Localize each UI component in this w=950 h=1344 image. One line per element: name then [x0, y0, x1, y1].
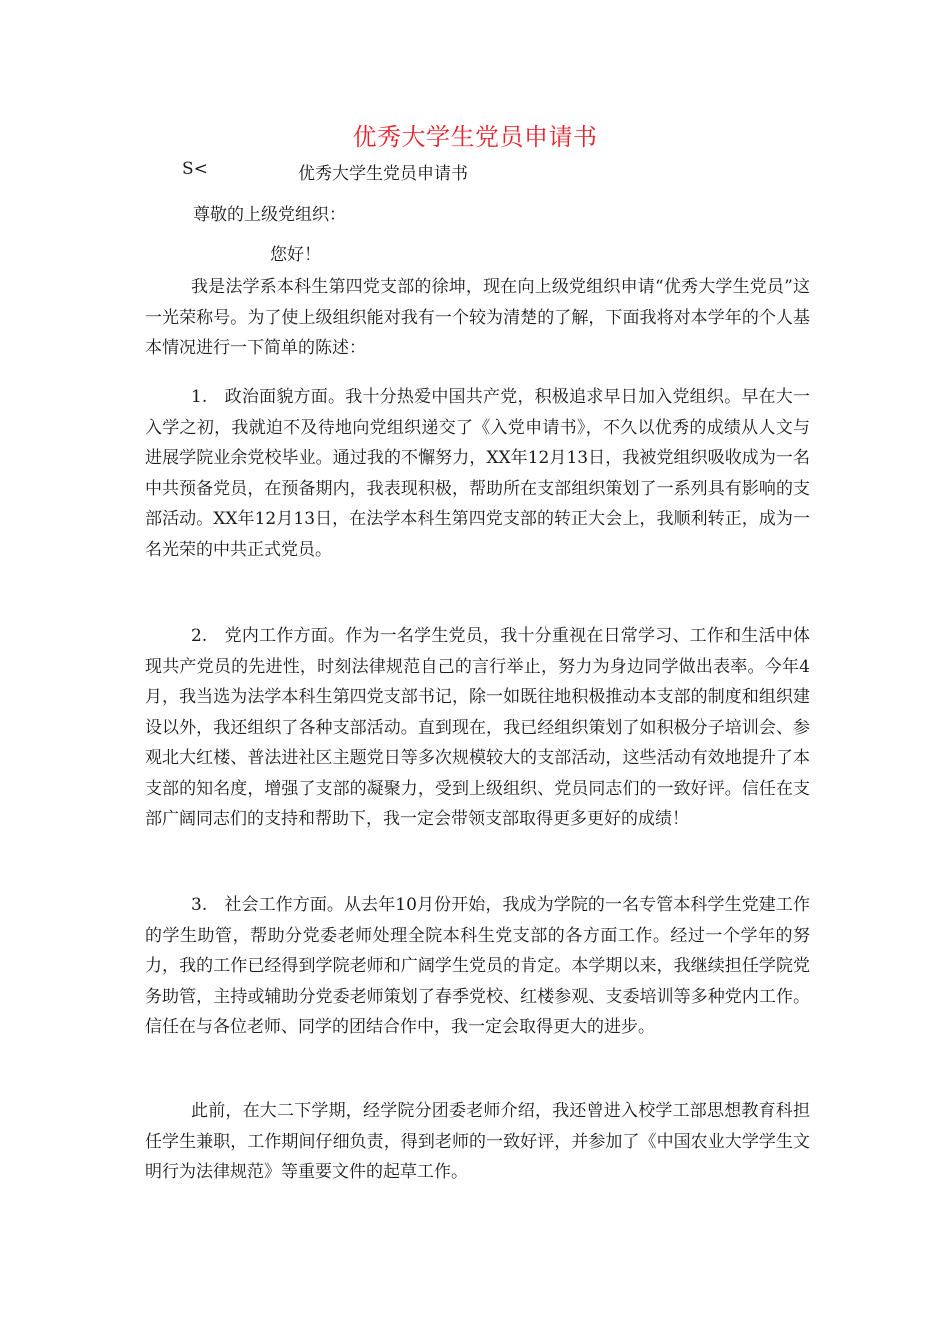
- header-prefix: S<: [182, 159, 208, 179]
- paragraph-intro: 我是法学系本科生第四党支部的徐坤，现在向上级党组织申请“优秀大学生党员”这一光荣称号。为了使上级组织能对我有一个较为清楚的了解，下面我将对本学年的个人基本情况进行一下简单的陈述：: [145, 277, 810, 358]
- salutation: 尊敬的上级党组织：: [193, 205, 346, 225]
- paragraph-previous: 此前，在大二下学期，经学院分团委老师介绍，我还曾进入校学工部思想教育科担任学生兼职，工作期间仔细负责，得到老师的一致好评，并参加了《中国农业大学学生文明行为法律规范》等重要文件的起草工作。: [145, 1101, 810, 1182]
- paragraph-political: 1. 政治面貌方面。我十分热爱中国共产党，积极追求早日加入党组织。早在大一入学之初，我就迫不及待地向党组织递交了《入党申请书》，不久以优秀的成绩从人文与进展学院业余党校毕业。通过我的不懈努力，XX年12月13日，我被党组织吸收成为一名中共预备党员，在预备期内，我表现积极，帮助所在支部组织策划了一系列具有影响的支部活动。XX年12月13日，在法学本科生第四党支部的转正大会上，我顺利转正，成为一名光荣的中共正式党员。: [145, 387, 810, 560]
- document-title: 优秀大学生党员申请书: [352, 123, 598, 151]
- paragraph-party-work: 2. 党内工作方面。作为一名学生党员，我十分重视在日常学习、工作和生活中体现共产党员的先进性，时刻法律规范自己的言行举止，努力为身边同学做出表率。今年4月，我当选为法学本科生第四党支部书记，除一如既往地积极推动本支部的制度和组织建设以外，我还组织了各种支部活动。直到现在，我已经组织策划了如积极分子培训会、参观北大红楼、普法进社区主题党日等多次规模较大的支部活动，这些活动有效地提升了本支部的知名度，增强了支部的凝聚力，受到上级组织、党员同志们的一致好评。信任在支部广阔同志们的支持和帮助下，我一定会带领支部取得更多更好的成绩！: [145, 626, 810, 829]
- greeting: 您好！: [270, 245, 321, 265]
- document-subtitle: 优秀大学生党员申请书: [298, 164, 468, 184]
- paragraph-social-work: 3. 社会工作方面。从去年10月份开始，我成为学院的一名专管本科学生党建工作的学生助管，帮助分党委老师处理全院本科生党支部的各方面工作。经过一个学年的努力，我的工作已经得到学院老师和广阔学生党员的肯定。本学期以来，我继续担任学院党务助管，主持或辅助分党委老师策划了春季党校、红楼参观、支委培训等多种党内工作。信任在与各位老师、同学的团结合作中，我一定会取得更大的进步。: [145, 895, 810, 1037]
